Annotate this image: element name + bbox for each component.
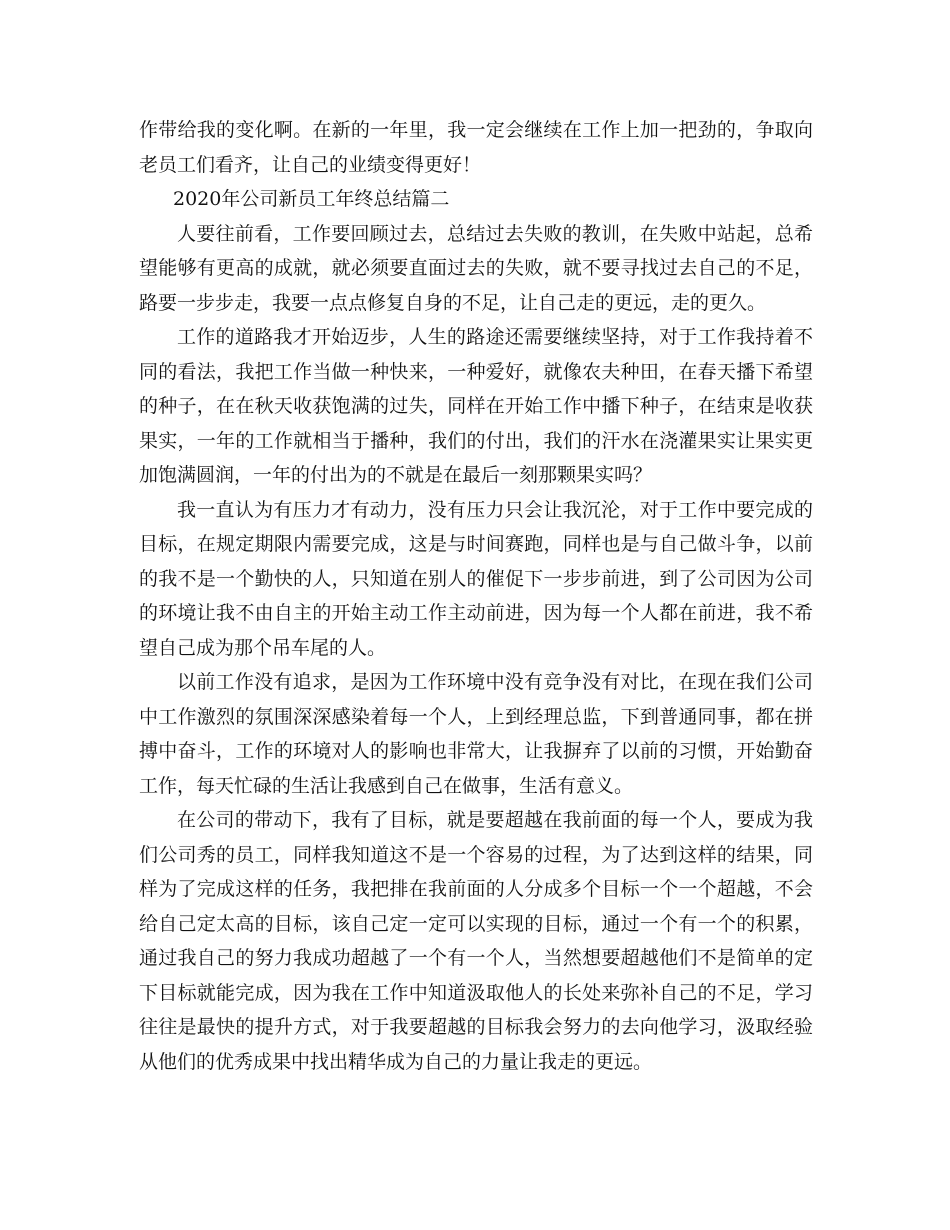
section-title: 2020年公司新员工年终总结篇二 [173,188,450,210]
body-paragraph: 我一直认为有压力才有动力，没有压力只会让我沉沦，对于工作中要完成的目标，在规定期限内需要完成，这是与时间赛跑，同样也是与自己做斗争，以前的我不是一个勤快的人，只知道在别人的催促下一步步前进，到了公司因为公司的环境让我不由自主的开始主动工作主动前进，因为每一个人都在前进，我不希望自己成为那个吊车尾的人。 [139,498,813,659]
document-body [139,113,813,1079]
body-paragraph: 以前工作没有追求，是因为工作环境中没有竞争没有对比，在现在我们公司中工作激烈的氛围深深感染着每一个人，上到经理总监，下到普通同事，都在拼搏中奋斗，工作的环境对人的影响也非常大，让我摒弃了以前的习惯，开始勤奋工作，每天忙碌的生活让我感到自己在做事，生活有意义。 [139,671,813,797]
continuation-paragraph: 作带给我的变化啊。在新的一年里，我一定会继续在工作上加一把劲的，争取向老员工们看齐，让自己的业绩变得更好！ [139,119,813,176]
body-paragraph: 人要往前看，工作要回顾过去，总结过去失败的教训，在失败中站起，总希望能够有更高的成就，就必须要直面过去的失败，就不要寻找过去自己的不足，路要一步步走，我要一点点修复自身的不足，让自己走的更远，走的更久。 [139,222,813,314]
body-paragraph: 在公司的带动下，我有了目标，就是要超越在我前面的每一个人，要成为我们公司秀的员工，同样我知道这不是一个容易的过程，为了达到这样的结果，同样为了完成这样的任务，我把排在我前面的人分成多个目标一个一个超越，不会给自己定太高的目标，该自己定一定可以实现的目标，通过一个有一个的积累，通过我自己的努力我成功超越了一个有一个人，当然想要超越他们不是简单的定下目标就能完成，因为我在工作中知道汲取他人的长处来弥补自己的不足，学习往往是最快的提升方式，对于我要超越的目标我会努力的去向他学习，汲取经验从他们的优秀成果中找出精华成为自己的力量让我走的更远。 [139,809,813,1073]
body-paragraph: 工作的道路我才开始迈步，人生的路途还需要继续坚持，对于工作我持着不同的看法，我把工作当做一种快来，一种爱好，就像农夫种田，在春天播下希望的种子，在在秋天收获饱满的过失，同样在开始工作中播下种子，在结束是收获果实，一年的工作就相当于播种，我们的付出，我们的汗水在浇灌果实让果实更加饱满圆润，一年的付出为的不就是在最后一刻那颗果实吗？ [139,326,813,486]
